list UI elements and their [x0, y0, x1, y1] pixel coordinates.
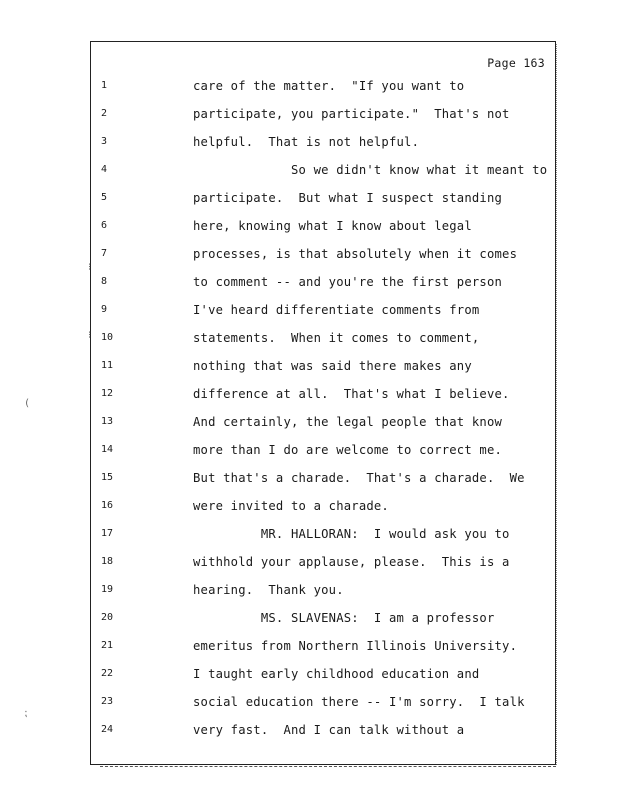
bottom-margin-rule [100, 764, 556, 767]
line-number: 5 [101, 192, 108, 203]
line-number: 24 [101, 724, 114, 735]
line-text: care of the matter. "If you want to [193, 79, 465, 93]
transcript-page [90, 41, 556, 765]
line-number: 21 [101, 640, 114, 651]
line-number: 15 [101, 472, 114, 483]
transcript-line [91, 387, 555, 407]
line-text: hearing. Thank you. [193, 583, 344, 597]
right-margin-rule [556, 44, 559, 765]
line-number: 12 [101, 388, 114, 399]
transcript-line [91, 191, 555, 211]
line-text: I've heard differentiate comments from [193, 303, 480, 317]
line-number: 11 [101, 360, 114, 371]
line-number: 17 [101, 528, 114, 539]
line-number: 19 [101, 584, 114, 595]
line-text: participate, you participate." That's not [193, 107, 510, 121]
line-text: And certainly, the legal people that know [193, 415, 503, 429]
transcript-line [91, 667, 555, 687]
transcript-line [91, 639, 555, 659]
line-number: 18 [101, 556, 114, 567]
scan-artifact-mark: ⁝ [88, 330, 92, 341]
transcript-line [91, 303, 555, 323]
transcript-line [91, 331, 555, 351]
line-number: 4 [101, 164, 108, 175]
transcript-line [91, 723, 555, 743]
scan-artifact-mark: ( [24, 398, 31, 409]
transcript-line [91, 611, 555, 631]
line-text: participate. But what I suspect standing [193, 191, 503, 205]
line-number: 13 [101, 416, 114, 427]
line-number: 22 [101, 668, 114, 679]
line-number: 10 [101, 332, 114, 343]
page-number: Page 163 [487, 56, 545, 70]
transcript-line [91, 219, 555, 239]
transcript-line [91, 359, 555, 379]
transcript-line [91, 471, 555, 491]
line-text: very fast. And I can talk without a [193, 723, 465, 737]
line-text: withhold your applause, please. This is a [193, 555, 510, 569]
line-text: were invited to a charade. [193, 499, 389, 513]
transcript-line [91, 79, 555, 99]
line-number: 23 [101, 696, 114, 707]
transcript-line [91, 247, 555, 267]
line-text: more than I do are welcome to correct me. [193, 443, 503, 457]
transcript-line [91, 695, 555, 715]
transcript-line [91, 499, 555, 519]
line-number: 20 [101, 612, 114, 623]
scan-artifact-mark: ⁏ [24, 708, 28, 719]
line-number: 14 [101, 444, 114, 455]
line-text: processes, is that absolutely when it comes [193, 247, 518, 261]
transcript-line [91, 443, 555, 463]
line-text: here, knowing what I know about legal [193, 219, 472, 233]
line-number: 7 [101, 248, 108, 259]
line-number: 16 [101, 500, 114, 511]
scan-artifact-mark: ⁝ [88, 262, 92, 273]
transcript-line [91, 163, 555, 183]
transcript-line [91, 275, 555, 295]
transcript-line [91, 415, 555, 435]
line-text: I taught early childhood education and [193, 667, 480, 681]
line-number: 2 [101, 108, 108, 119]
line-text: difference at all. That's what I believe. [193, 387, 510, 401]
line-number: 8 [101, 276, 108, 287]
line-text: nothing that was said there makes any [193, 359, 472, 373]
line-number: 3 [101, 136, 108, 147]
line-number: 6 [101, 220, 108, 231]
line-text: MS. SLAVENAS: I am a professor [193, 611, 495, 625]
line-text: MR. HALLORAN: I would ask you to [193, 527, 510, 541]
transcript-line [91, 583, 555, 603]
transcript-line [91, 555, 555, 575]
transcript-line [91, 527, 555, 547]
transcript-line [91, 135, 555, 155]
transcript-line [91, 107, 555, 127]
line-text: So we didn't know what it meant to [193, 163, 548, 177]
line-text: emeritus from Northern Illinois University. [193, 639, 518, 653]
line-text: social education there -- I'm sorry. I talk [193, 695, 525, 709]
line-text: helpful. That is not helpful. [193, 135, 420, 149]
line-text: But that's a charade. That's a charade. We [193, 471, 525, 485]
line-text: statements. When it comes to comment, [193, 331, 480, 345]
line-number: 9 [101, 304, 108, 315]
line-text: to comment -- and you're the first person [193, 275, 503, 289]
line-number: 1 [101, 80, 108, 91]
